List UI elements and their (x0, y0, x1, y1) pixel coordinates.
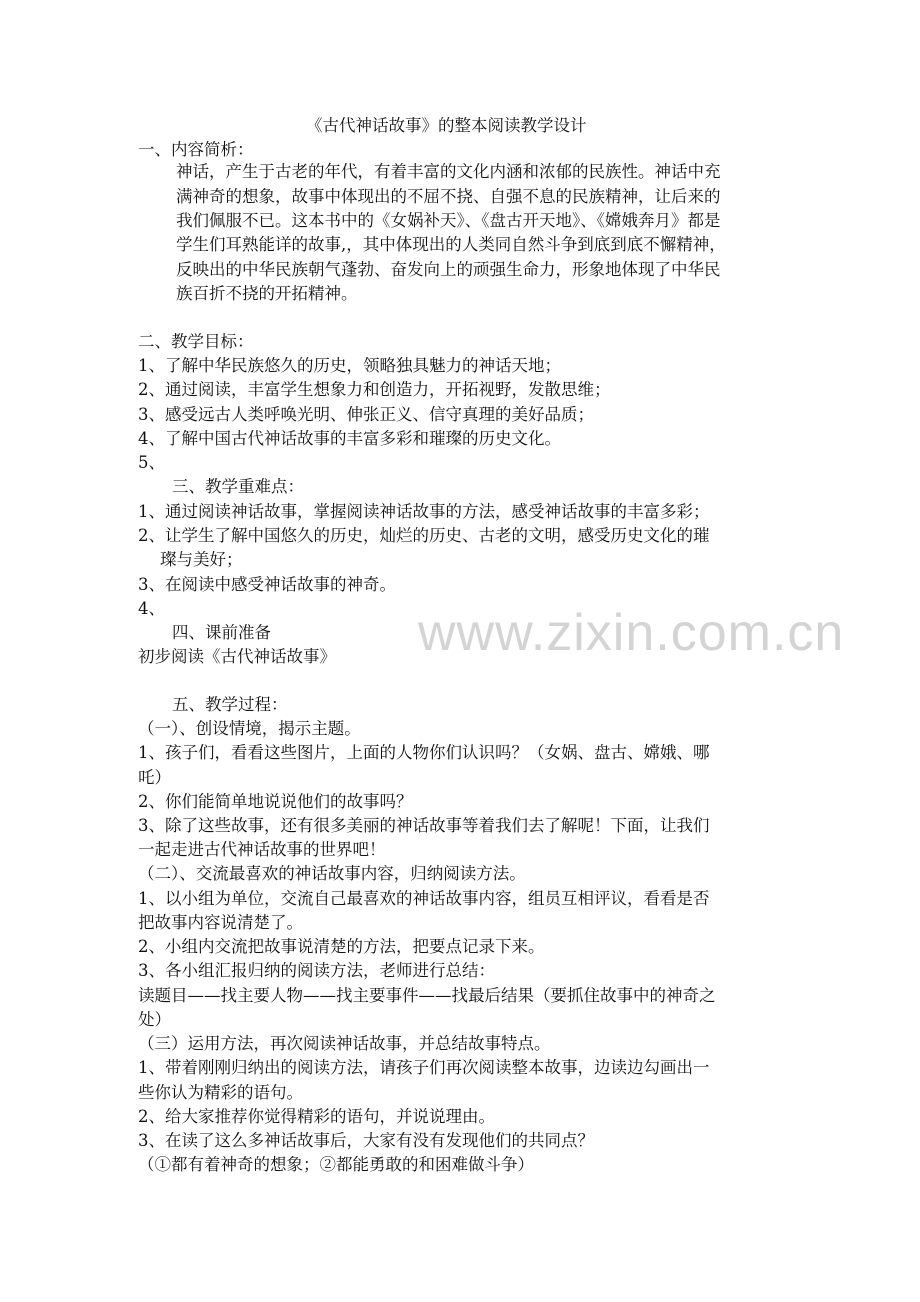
section-5-line: 2、你们能简单地说说他们的故事吗？ (138, 792, 413, 811)
watermark: www.zixin.com.cn (418, 604, 845, 662)
section-5-line: 1、孩子们，看看这些图片，上面的人物你们认识吗？（女娲、盘古、嫦娥、哪 (138, 743, 710, 762)
section-5-line: 3、除了这些故事，还有很多美丽的神话故事等着我们去了解呢！下面，让我们 (138, 816, 710, 835)
section-4-body: 初步阅读《古代神话故事》 (138, 647, 336, 666)
section-1-para-line: 学生们耳熟能详的故事,，其中体现出的人类同自然斗争到底到底不懈精神， (176, 235, 726, 254)
section-3-item: 3、在阅读中感受神话故事的神奇。 (138, 575, 396, 594)
section-5-line: （①都有着神奇的想象；②都能勇敢的和困难做斗争） (138, 1155, 534, 1174)
section-3-item: 1、通过阅读神话故事，掌握阅读神话故事的方法，感受神话故事的丰富多彩； (138, 502, 710, 521)
section-5-line: 3、各小组汇报归纳的阅读方法，老师进行总结： (138, 961, 495, 980)
section-5-line: 一起走进古代神话故事的世界吧！ (138, 840, 386, 859)
section-3-heading: 三、教学重难点： (172, 477, 304, 496)
section-3-item: 2、让学生了解中国悠久的历史，灿烂的历史、古老的文明，感受历史文化的璀 (138, 526, 710, 545)
section-5-line: 读题目——找主要人物——找主要事件——找最后结果（要抓住故事中的神奇之 (138, 986, 716, 1005)
section-5-line: 1、带着刚刚归纳出的阅读方法，请孩子们再次阅读整本故事，边读边勾画出一 (138, 1058, 710, 1077)
section-2-heading: 二、教学目标： (138, 332, 254, 351)
section-1-para-line: 我们佩服不已。这本书中的《女娲补天》、《盘古开天地》、《嫦娥奔月》都是 (176, 211, 721, 230)
section-5-line: （一）、创设情境，揭示主题。 (138, 719, 361, 738)
section-5-line: 3、在读了这么多神话故事后，大家有没有发现他们的共同点？ (138, 1131, 594, 1150)
section-1-para-line: 反映出的中华民族朝气蓬勃、奋发向上的顽强生命力，形象地体现了中华民 (176, 260, 721, 279)
section-2-item: 5、 (138, 453, 165, 472)
section-1-para-line: 满神奇的想象，故事中体现出的不屈不挠、自强不息的民族精神，让后来的 (176, 187, 721, 206)
section-5-line: 2、给大家推荐你觉得精彩的语句，并说说理由。 (138, 1107, 495, 1126)
section-5-line: 把故事内容说清楚了。 (138, 913, 303, 932)
section-5-line: （三）运用方法，再次阅读神话故事，并总结故事特点。 (138, 1034, 551, 1053)
section-3-item: 4、 (138, 599, 165, 618)
section-1-heading: 一、内容简析： (138, 140, 254, 159)
section-1-para-line: 族百折不挠的开拓精神。 (176, 284, 358, 303)
section-5-line: 些你认为精彩的语句。 (138, 1083, 303, 1102)
section-5-line: 1、以小组为单位，交流自己最喜欢的神话故事内容，组员互相评议，看看是否 (138, 889, 710, 908)
section-3-item: 璨与美好； (160, 550, 243, 569)
section-2-item: 2、通过阅读，丰富学生想象力和创造力，开拓视野，发散思维； (138, 380, 611, 399)
section-2-item: 3、感受远古人类呼唤光明、伸张正义、信守真理的美好品质； (138, 405, 594, 424)
section-2-item: 4、了解中国古代神话故事的丰富多彩和璀璨的历史文化。 (138, 429, 561, 448)
section-5-line: 处） (138, 1010, 171, 1029)
section-5-line: （二）、交流最喜欢的神话故事内容，归纳阅读方法。 (138, 864, 526, 883)
document-title: 《古代神话故事》的整本阅读教学设计 (306, 116, 587, 135)
section-1-para-line: 神话，产生于古老的年代，有着丰富的文化内涵和浓郁的民族性。神话中充 (176, 162, 721, 181)
section-2-item: 1、了解中华民族悠久的历史，领略独具魅力的神话天地； (138, 356, 561, 375)
section-5-line: 吒） (138, 768, 171, 787)
section-5-line: 2、小组内交流把故事说清楚的方法，把要点记录下来。 (138, 937, 545, 956)
section-4-heading: 四、课前准备 (172, 623, 271, 642)
section-5-heading: 五、教学过程： (172, 695, 288, 714)
